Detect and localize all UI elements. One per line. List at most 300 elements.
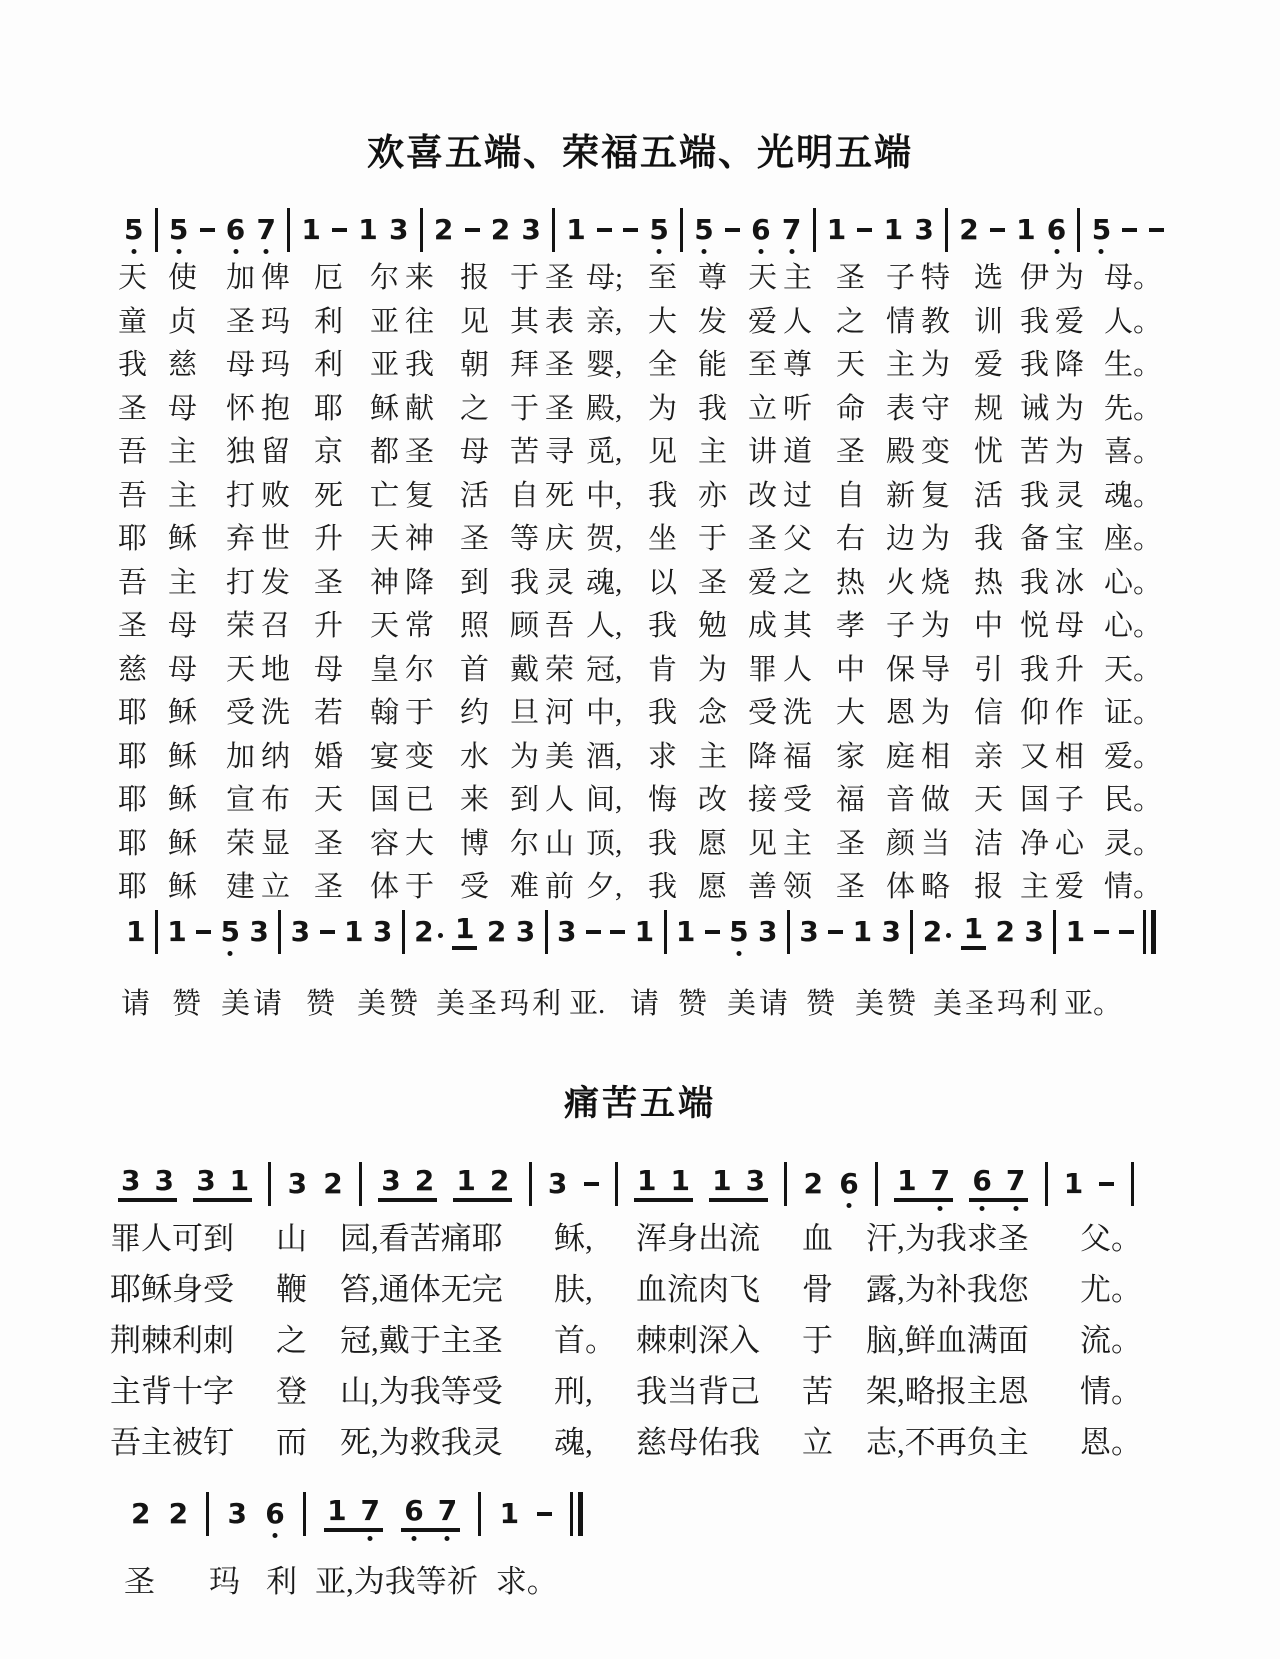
lyric-syllable: 吾 <box>118 566 148 599</box>
lyric-syllable: 赞 <box>806 987 836 1020</box>
lyric-syllable: 为 <box>904 1272 936 1307</box>
beamed-note-group <box>452 911 477 950</box>
verse-line <box>118 472 1170 516</box>
lyric-syllable: 到 <box>203 1221 234 1256</box>
lyric-syllable: 朝 <box>460 349 490 382</box>
lyric-group <box>276 1264 326 1309</box>
section1-melody-notation <box>124 206 1164 254</box>
lyric-group <box>554 1366 622 1411</box>
lyric-group <box>340 1315 540 1360</box>
lyric-group <box>748 429 836 470</box>
lyric-group <box>1104 516 1166 557</box>
lyric-group <box>698 560 748 601</box>
lyric-group <box>866 1264 1066 1309</box>
lyric-syllable: 受 <box>460 871 490 904</box>
lyric-syllable: 亚 <box>370 305 400 338</box>
lyric-group <box>586 386 648 427</box>
duration-dash <box>465 228 480 232</box>
lyric-syllable: 圣 <box>836 827 866 860</box>
lyric-syllable: 选 <box>974 262 1004 295</box>
lyric-syllable: 母 <box>168 392 198 425</box>
lyric-syllable: 为 <box>921 697 951 730</box>
lyric-group <box>1104 821 1166 862</box>
lyric-syllable: 慈 <box>118 653 148 686</box>
lyric-syllable: 尊 <box>783 349 813 382</box>
lyric-group <box>314 864 370 905</box>
section1-refrain-lyrics <box>121 980 1133 1022</box>
note: 1 <box>852 915 873 948</box>
lyric-syllable: 母 <box>460 436 490 469</box>
lyric-group <box>1080 1366 1152 1411</box>
lyric-syllable: 等 <box>415 1564 447 1599</box>
lyric-group <box>340 1417 540 1462</box>
lyric-group <box>836 255 886 296</box>
lyric-group <box>121 981 172 1022</box>
lyric-group <box>586 821 648 862</box>
lyric-syllable: 大 <box>836 697 866 730</box>
lyric-syllable: 血 <box>636 1272 667 1307</box>
note: 3 <box>154 1163 174 1197</box>
lyric-group <box>226 516 314 557</box>
note: 3 <box>372 915 393 948</box>
lyric-syllable: 母。 <box>1104 262 1163 295</box>
lyric-group <box>974 777 1020 818</box>
lyric-syllable: 为 <box>353 1564 385 1599</box>
note: 3 <box>121 1163 141 1197</box>
lyric-group <box>586 516 648 557</box>
lyric-syllable: 稣 <box>141 1272 172 1307</box>
lyric-syllable: 魂, <box>586 566 623 599</box>
lyric-syllable: 宴 <box>370 740 400 773</box>
lyric-syllable: 觅, <box>586 436 623 469</box>
lyric-syllable: 神 <box>370 566 400 599</box>
lyric-group <box>370 603 460 644</box>
lyric-syllable: 愿 <box>698 871 728 904</box>
note: 2 <box>323 1167 343 1200</box>
lyric-group <box>866 1417 1066 1462</box>
lyric-syllable: 登 <box>276 1374 307 1409</box>
lyric-group <box>510 734 586 775</box>
lyric-group <box>974 255 1020 296</box>
lyric-syllable: 死 <box>545 479 575 512</box>
lyric-group <box>836 777 886 818</box>
lyric-syllable: 玛 <box>209 1564 240 1599</box>
lyric-group <box>933 981 1064 1022</box>
note: 2 <box>490 213 511 246</box>
lyric-group <box>648 516 698 557</box>
lyric-group <box>586 603 648 644</box>
lyric-group <box>836 690 886 731</box>
lyric-syllable: 流。 <box>1080 1323 1142 1358</box>
note: 5 <box>221 918 240 946</box>
verse-line <box>118 559 1170 603</box>
barline <box>1131 1162 1134 1206</box>
duration-dash <box>1094 930 1109 934</box>
lyric-syllable: 发 <box>698 305 728 338</box>
lyric-group <box>340 1366 540 1411</box>
lyric-syllable: 苦 <box>510 436 540 469</box>
lyric-group <box>168 690 226 731</box>
lyric-syllable: 吾 <box>110 1425 141 1460</box>
note: 3 <box>290 915 311 948</box>
lyric-syllable: 山 <box>276 1221 307 1256</box>
verse-line <box>118 863 1170 907</box>
lyric-syllable: 福 <box>783 740 813 773</box>
lyric-syllable: 恩。 <box>1080 1425 1142 1460</box>
lyric-syllable: 表 <box>886 392 916 425</box>
lyric-syllable: 于 <box>510 262 540 295</box>
note: 3 <box>914 213 934 246</box>
lyric-syllable: 升 <box>314 610 344 643</box>
barline <box>278 910 281 954</box>
lyric-syllable: 悔 <box>648 784 678 817</box>
lyric-syllable: 其 <box>510 305 540 338</box>
note: 7 <box>1006 1167 1025 1195</box>
lyric-group <box>1020 516 1104 557</box>
lyric-syllable: 可 <box>172 1221 203 1256</box>
lyric-syllable: 亚。 <box>1064 987 1123 1020</box>
lyric-syllable: 耶 <box>118 697 148 730</box>
section2-melody-notation <box>118 1158 1134 1210</box>
lyric-group <box>340 1213 540 1258</box>
lyric-syllable: 灵。 <box>1104 827 1163 860</box>
note: 6 <box>265 1500 284 1528</box>
note: 5 <box>169 216 188 244</box>
lyric-syllable: 美 <box>545 740 575 773</box>
lyric-syllable: 见 <box>648 436 678 469</box>
beamed-note-group <box>709 1163 768 1202</box>
lyric-group <box>1104 690 1166 731</box>
lyric-group <box>836 864 886 905</box>
lyric-syllable: 苦 <box>802 1374 833 1409</box>
lyric-syllable: 我 <box>648 697 678 730</box>
lyric-syllable: 保 <box>886 653 916 686</box>
lyric-group <box>698 299 748 340</box>
lyric-syllable: 天 <box>226 653 256 686</box>
note: 3 <box>521 213 541 246</box>
lyric-syllable: 难 <box>510 871 540 904</box>
lyric-syllable: 前 <box>545 871 575 904</box>
lyric-syllable: 吾 <box>545 610 575 643</box>
lyric-group <box>1080 1315 1152 1360</box>
lyric-syllable: 相 <box>921 740 951 773</box>
lyric-syllable: 家 <box>836 740 866 773</box>
note: 1 <box>456 1163 476 1197</box>
lyric-syllable: 飞 <box>729 1272 760 1307</box>
lyric-syllable: 照 <box>460 610 490 643</box>
duration-dash <box>828 930 843 934</box>
duration-dash <box>1149 228 1164 232</box>
barline <box>787 910 790 954</box>
lyric-syllable: 慈 <box>636 1425 667 1460</box>
lyric-syllable: 满 <box>966 1323 998 1358</box>
lyric-syllable: 天 <box>370 610 400 643</box>
lyric-group <box>226 777 314 818</box>
lyric-group <box>370 560 460 601</box>
lyric-syllable: 刑, <box>554 1374 593 1409</box>
duration-dash <box>537 1512 552 1516</box>
note: 2 <box>486 915 507 948</box>
lyric-group <box>1020 864 1104 905</box>
lyric-syllable: 受 <box>471 1374 503 1409</box>
note: 3 <box>758 915 778 948</box>
verse-line <box>110 1210 1174 1261</box>
lyric-syllable: 国 <box>370 784 400 817</box>
section2-coda-notation <box>131 1488 583 1540</box>
lyric-group <box>118 299 168 340</box>
note: 1 <box>897 1163 917 1197</box>
lyric-syllable: 圣 <box>471 1323 503 1358</box>
lyric-syllable: 来 <box>405 262 435 295</box>
note: 3 <box>881 915 901 948</box>
note: 3 <box>287 1167 308 1200</box>
lyric-syllable: 戴 <box>378 1323 410 1358</box>
lyric-syllable: 耶 <box>118 871 148 904</box>
lyric-group <box>648 603 698 644</box>
lyric-group <box>510 255 586 296</box>
lyric-group <box>636 1366 788 1411</box>
lyric-syllable: 作 <box>1055 697 1085 730</box>
lyric-syllable: 圣 <box>965 987 995 1020</box>
lyric-syllable: 爱。 <box>1104 740 1163 773</box>
lyric-group <box>636 1417 788 1462</box>
lyric-syllable: 悦 <box>1020 610 1050 643</box>
note: 1 <box>126 915 146 948</box>
lyric-syllable: 若 <box>314 697 344 730</box>
lyric-syllable: 于 <box>698 523 728 556</box>
barline <box>813 208 816 252</box>
lyric-syllable: 背 <box>698 1374 729 1409</box>
lyric-group <box>168 255 226 296</box>
note: 7 <box>782 216 801 244</box>
lyric-syllable: 脑, <box>866 1323 905 1358</box>
lyric-syllable: 约 <box>460 697 490 730</box>
lyric-syllable: 天 <box>370 523 400 556</box>
note: 2 <box>433 213 454 246</box>
beamed-note-group <box>401 1493 460 1532</box>
lyric-syllable: 自 <box>510 479 540 512</box>
lyric-group <box>698 473 748 514</box>
lyric-syllable: 以 <box>648 566 678 599</box>
lyric-group <box>886 255 974 296</box>
lyric-group <box>698 255 748 296</box>
lyric-syllable: 俾 <box>261 262 291 295</box>
verse-line <box>118 385 1170 429</box>
note: 3 <box>556 915 577 948</box>
lyric-syllable: 生。 <box>1104 349 1163 382</box>
lyric-syllable: 中 <box>836 653 866 686</box>
lyric-syllable: 天 <box>748 262 778 295</box>
lyric-syllable: 国 <box>1020 784 1050 817</box>
lyric-group <box>124 1556 155 1601</box>
lyric-syllable: 耶 <box>471 1221 503 1256</box>
lyric-syllable: 母; <box>586 262 624 295</box>
duration-dash <box>725 228 740 232</box>
lyric-syllable: 主 <box>886 349 916 382</box>
lyric-group <box>510 560 586 601</box>
lyric-group <box>168 473 226 514</box>
lyric-group <box>118 560 168 601</box>
lyric-syllable: 母 <box>168 653 198 686</box>
lyric-syllable: 子 <box>886 262 916 295</box>
lyric-syllable: 热 <box>974 566 1004 599</box>
lyric-syllable: 旦 <box>510 697 540 730</box>
lyric-syllable: 亡 <box>370 479 400 512</box>
lyric-syllable: 主 <box>966 1374 998 1409</box>
lyric-syllable: 心。 <box>1104 566 1163 599</box>
lyric-syllable: 主 <box>1020 871 1050 904</box>
verse-line <box>118 646 1170 690</box>
lyric-syllable: 肉 <box>698 1272 729 1307</box>
note: 3 <box>799 915 819 948</box>
lyric-syllable: 我 <box>405 349 435 382</box>
lyric-group <box>886 734 974 775</box>
lyric-group <box>886 560 974 601</box>
lyric-syllable: 亚. <box>569 987 606 1020</box>
lyric-syllable: 孝 <box>836 610 866 643</box>
note: 1 <box>229 1163 250 1197</box>
lyric-syllable: 贞 <box>168 305 198 338</box>
lyric-syllable: 死 <box>314 479 344 512</box>
lyric-group <box>586 473 648 514</box>
lyric-syllable: 升 <box>1055 653 1085 686</box>
lyric-group <box>510 777 586 818</box>
lyric-group <box>648 429 698 470</box>
lyric-syllable: 体 <box>886 871 916 904</box>
lyric-syllable: 爱 <box>748 566 778 599</box>
lyric-group <box>836 603 886 644</box>
lyric-group <box>1104 299 1166 340</box>
note: 1 <box>634 915 655 948</box>
lyric-syllable: 贺, <box>586 523 623 556</box>
lyric-syllable: 圣 <box>748 523 778 556</box>
lyric-group <box>510 603 586 644</box>
lyric-syllable: 训 <box>974 305 1004 338</box>
lyric-group <box>510 864 586 905</box>
lyric-group <box>510 342 586 383</box>
lyric-group <box>460 516 510 557</box>
lyric-group <box>1104 647 1166 688</box>
lyric-syllable: 证。 <box>1104 697 1163 730</box>
lyric-syllable: 建 <box>226 871 256 904</box>
lyric-group <box>866 1213 1066 1258</box>
lyric-syllable: 请 <box>121 987 151 1020</box>
lyric-group <box>110 1417 262 1462</box>
barline <box>478 1492 481 1536</box>
lyric-group <box>1020 255 1104 296</box>
lyric-syllable: 复 <box>921 479 951 512</box>
lyric-syllable: 道 <box>783 436 813 469</box>
lyric-syllable: 讲 <box>748 436 778 469</box>
lyric-syllable: 寻 <box>545 436 575 469</box>
lyric-syllable: 求。 <box>495 1564 558 1599</box>
note: 7 <box>361 1497 380 1525</box>
lyric-syllable: 棘 <box>141 1323 172 1358</box>
lyric-syllable: 完 <box>471 1272 503 1307</box>
lyric-syllable: 冰 <box>1055 566 1085 599</box>
lyric-syllable: 已 <box>405 784 435 817</box>
lyric-syllable: 婚 <box>314 740 344 773</box>
lyric-group <box>554 1264 622 1309</box>
final-barline <box>1143 910 1156 954</box>
lyric-syllable: 地 <box>261 653 291 686</box>
lyric-group <box>314 560 370 601</box>
lyric-syllable: 园, <box>340 1221 379 1256</box>
lyric-syllable: 背 <box>141 1374 172 1409</box>
lyric-syllable: 拜 <box>510 349 540 382</box>
lyric-syllable: 子 <box>1055 784 1085 817</box>
lyric-group <box>648 473 698 514</box>
lyric-syllable: 抱 <box>261 392 291 425</box>
lyric-group <box>306 981 357 1022</box>
beamed-note-group <box>118 1163 177 1202</box>
lyric-group <box>748 603 836 644</box>
verse-line <box>118 689 1170 733</box>
lyric-syllable: 利 <box>266 1564 297 1599</box>
lyric-group <box>748 821 836 862</box>
note: 1 <box>1065 915 1086 948</box>
lyric-syllable: 为 <box>921 610 951 643</box>
lyric-syllable: 圣 <box>226 305 256 338</box>
barline <box>268 1162 271 1206</box>
lyric-syllable: 我 <box>648 871 678 904</box>
note: 3 <box>745 1163 766 1197</box>
lyric-syllable: 升 <box>314 523 344 556</box>
lyric-syllable: 活 <box>974 479 1004 512</box>
lyric-group <box>510 821 586 862</box>
lyric-group <box>226 255 314 296</box>
lyric-group <box>460 777 510 818</box>
lyric-syllable: 主 <box>783 827 813 860</box>
lyric-syllable: 座。 <box>1104 523 1163 556</box>
note: 2 <box>414 918 442 946</box>
beamed-note-group <box>193 1163 252 1202</box>
lyric-syllable: 圣 <box>545 349 575 382</box>
lyric-group <box>802 1417 852 1462</box>
lyric-group <box>1064 981 1131 1022</box>
lyric-syllable: 求 <box>648 740 678 773</box>
lyric-syllable: 大 <box>405 827 435 860</box>
lyric-syllable: 我 <box>1020 479 1050 512</box>
lyric-group <box>698 603 748 644</box>
lyric-syllable: 圣 <box>468 987 498 1020</box>
lyric-group <box>118 821 168 862</box>
lyric-group <box>460 560 510 601</box>
beamed-note-group <box>961 911 986 950</box>
lyric-group <box>226 299 314 340</box>
lyric-syllable: 报 <box>460 262 490 295</box>
lyric-syllable: 为 <box>378 1374 410 1409</box>
low-octave-dot <box>846 1203 851 1208</box>
lyric-syllable: 流 <box>729 1221 760 1256</box>
lyric-group <box>974 516 1020 557</box>
section1-title: 欢喜五端、荣福五端、光明五端 <box>367 132 913 173</box>
verse-line <box>118 341 1170 385</box>
lyric-group <box>168 647 226 688</box>
lyric-group <box>886 342 974 383</box>
lyric-syllable: 成 <box>748 610 778 643</box>
lyric-syllable: 降 <box>1055 349 1085 382</box>
lyric-syllable: 苦 <box>1020 436 1050 469</box>
note: 1 <box>454 911 475 945</box>
lyric-group <box>554 1213 622 1258</box>
lyric-syllable: 圣 <box>997 1221 1029 1256</box>
lyric-syllable: 领 <box>783 871 813 904</box>
lyric-group <box>836 516 886 557</box>
lyric-group <box>648 821 698 862</box>
note: 2 <box>995 915 1015 948</box>
lyric-syllable: 童 <box>118 305 148 338</box>
